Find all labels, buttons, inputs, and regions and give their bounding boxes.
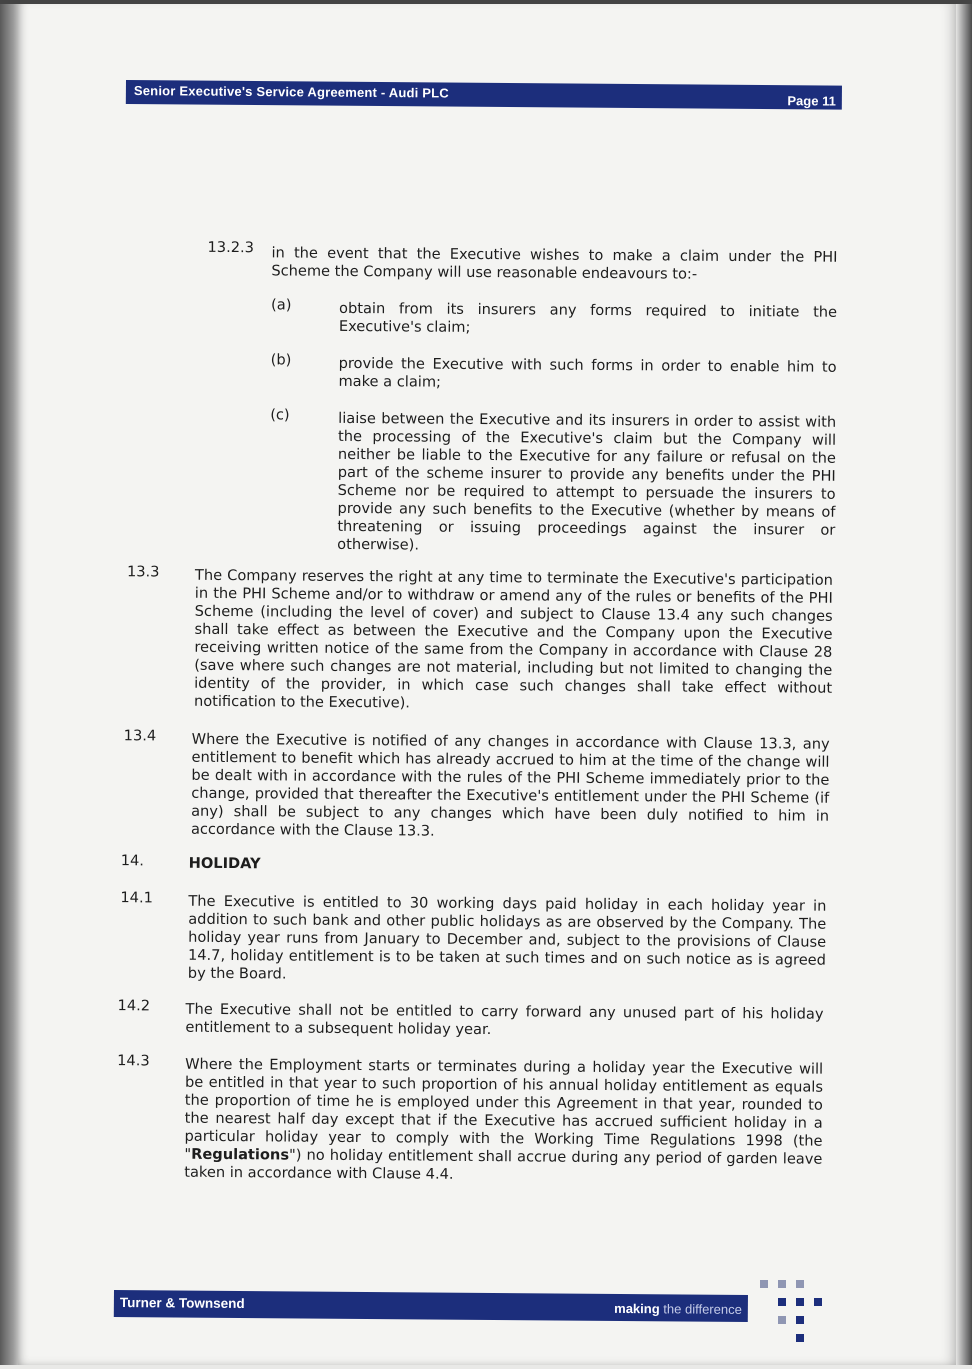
squares-logo-icon xyxy=(760,1280,826,1346)
clause-text: The Executive is entitled to 30 working days paid holiday in each holiday year in addition to such bank and other public holidays as are observed by the Company. The holiday year runs from January to December and, subject to the provisions of Clause 14.7, holiday entitlement is to be taken at such times and on such notice as is agreed by the Board. xyxy=(187,892,827,983)
clause-text: in the event that the Executive wishes to make a claim under the PHI Scheme the Company will use reasonable endeavours to:- xyxy=(271,244,838,283)
sub-item-label: (b) xyxy=(270,351,292,369)
tagline-strong: making xyxy=(614,1300,660,1317)
clause-number: 13.3 xyxy=(126,563,160,581)
defined-term: Regulations xyxy=(191,1145,290,1164)
tagline-light: the difference xyxy=(663,1301,742,1317)
section-number: 14. xyxy=(120,852,145,870)
firm-name: Turner & Townsend xyxy=(119,1295,245,1312)
clause-number: 14.1 xyxy=(120,889,154,907)
clause-number: 13.4 xyxy=(123,727,157,745)
sub-item-text: provide the Executive with such forms in order to enable him to make a claim; xyxy=(338,354,837,391)
clause-number: 14.3 xyxy=(117,1052,150,1070)
clause-text-part: Where the Employment starts or terminates during a holiday year the Executive will be entitled in that year to such proportion of his annual holiday entitlement as equals the proportion of time he is employed under this Agreement in that year, rounded to the nearest half day except that if the Executive has accrued sufficient holiday in a particular holiday year to comply with the Working Time Regulations 1998 (the " xyxy=(184,1055,824,1163)
section-heading: HOLIDAY xyxy=(188,854,261,873)
clause-text: The Executive shall not be entitled to carry forward any unused part of his holiday entitlement to a subsequent holiday year. xyxy=(185,1000,824,1039)
sub-item-text: liaise between the Executive and its insurers in order to assist with the processing of the Executive's claim but the Company will neither be liable to the Executive for any failure or refusal on the part of the scheme insurer to provide any benefits under the PHI Scheme nor be required to attempt to persuade the insurers to provide any such benefits to the Executive (whether by means of threatening or issuing proceedings against the insurer or otherwise). xyxy=(337,409,837,554)
clause-number: 14.2 xyxy=(117,997,151,1015)
footer-bar xyxy=(114,1290,748,1322)
document-title: Senior Executive's Service Agreement - Audi PLC xyxy=(133,83,449,101)
sub-item-text: obtain from its insurers any forms required to initiate the Executive's claim; xyxy=(338,299,838,336)
sub-item-label: (c) xyxy=(270,406,290,424)
clause-text-part: ") no holiday entitlement shall accrue during any period of garden leave taken in accordance with Clause 4.4. xyxy=(184,1146,823,1183)
clause-text: Where the Executive is notified of any changes in accordance with Clause 13.3, any entitlement to benefit which has already accrued to him at the time of the change will be dealt with in accordance with the rules of the PHI Scheme immediately prior to the change, provided that thereafter the Executive's entitlement under the PHI Scheme (if any) shall be subject to any changes which have been duly notified to him in accordance with the Clause 13.3. xyxy=(190,730,830,840)
clause-text: The Company reserves the right at any time to terminate the Executive's participation in the PHI Scheme and/or to withdraw or amend any of the rules or benefits of the PHI Scheme (including the level of cover) and subject to Clause 13.4 any such changes shall take effect as between the Executive and the Company upon the Executive receiving written notice of the same from the Company in accordance with Clause 28 (save where such changes are not material, including but not limited to changing the identity of the provider, in which case such changes shall take effect without notification to the Executive). xyxy=(193,566,834,712)
page-number: Page 11 xyxy=(787,93,836,109)
footer-tagline xyxy=(614,1301,742,1317)
clause-number: 13.2.3 xyxy=(207,238,255,257)
sub-item-label: (a) xyxy=(271,296,292,314)
clause-text xyxy=(184,1056,823,1187)
